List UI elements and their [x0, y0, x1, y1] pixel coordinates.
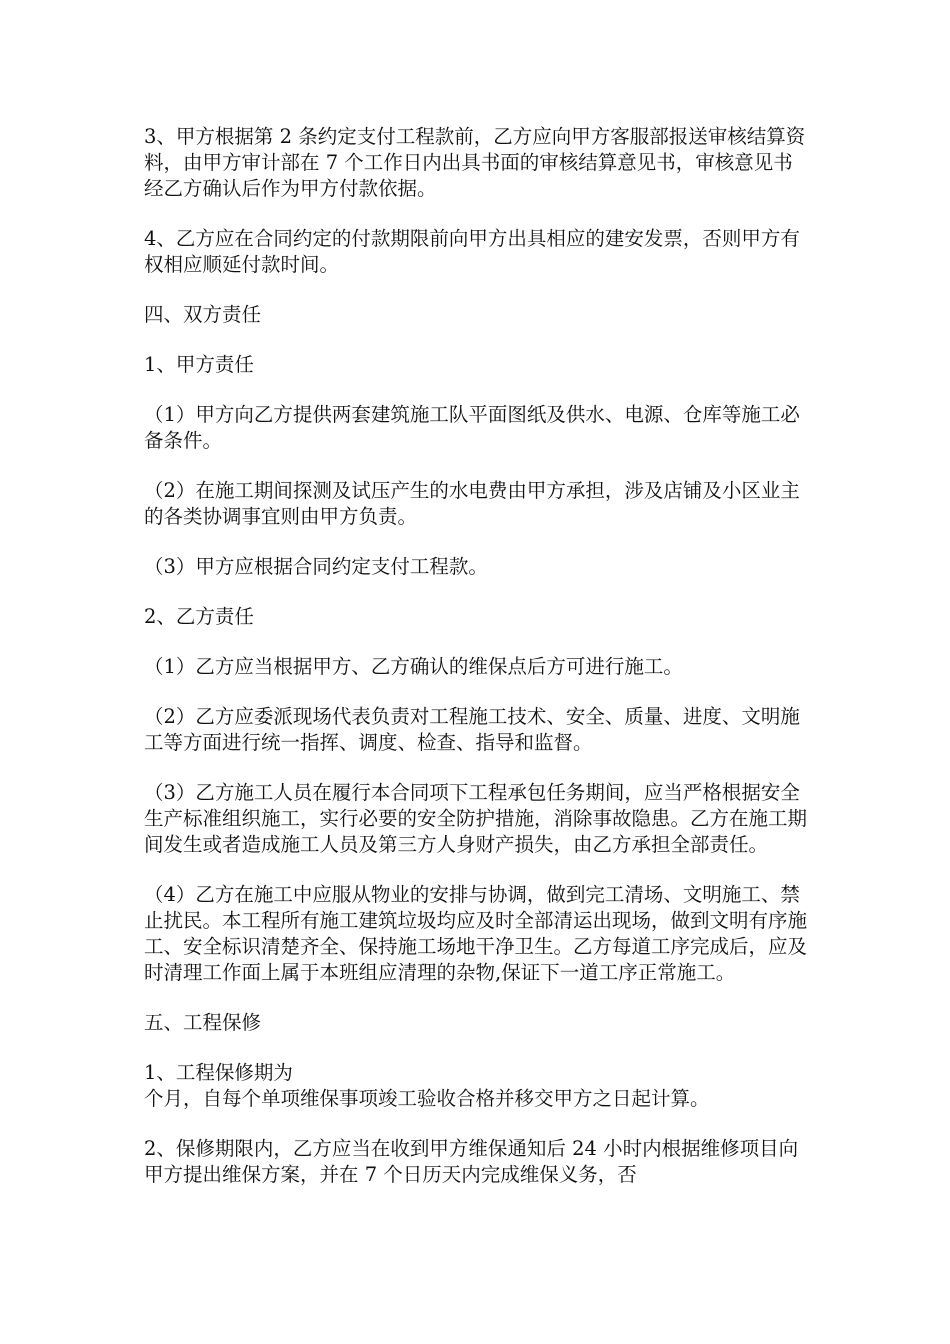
- paragraph-warranty-1: 1、工程保修期为 个月，自每个单项维保事项竣工验收合格并移交甲方之日起计算。: [144, 1061, 710, 1110]
- paragraph-party-b-4: （4）乙方在施工中应服从物业的安排与协调，做到完工清场、文明施工、禁止扰民。本工程所有施工建筑垃圾均应及时全部清运出现场，做到文明有序施工、安全标识清楚齐全、保持施工场地干净卫生。乙方每道工序完成后，应及时清理工作面上属于本班组应清理的杂物,保证下一道工序正常施工。: [144, 883, 808, 984]
- paragraph-party-b-2: （2）乙方应委派现场代表负责对工程施工技术、安全、质量、进度、文明施工等方面进行统一指挥、调度、检查、指导和监督。: [144, 705, 800, 754]
- paragraph-warranty-2: 2、保修期限内，乙方应当在收到甲方维保通知后 24 小时内根据维修项目向甲方提出维保方案，并在 7 个日历天内完成维保义务，否: [144, 1137, 799, 1186]
- subheading-party-b: 2、乙方责任: [144, 605, 254, 628]
- paragraph-party-b-1: （1）乙方应当根据甲方、乙方确认的维保点后方可进行施工。: [144, 655, 683, 678]
- section-heading-5: 五、工程保修: [144, 1011, 262, 1034]
- paragraph-clause-3: 3、甲方根据第 2 条约定支付工程款前，乙方应向甲方客服部报送审核结算资料，由甲方审计部在 7 个工作日内出具书面的审核结算意见书，审核意见书经乙方确认后作为甲方付款依据。: [144, 125, 806, 200]
- paragraph-party-a-1: （1）甲方向乙方提供两套建筑施工队平面图纸及供水、电源、仓库等施工必备条件。: [144, 403, 800, 452]
- paragraph-party-b-3: （3）乙方施工人员在履行本合同项下工程承包任务期间，应当严格根据安全生产标准组织施工，实行必要的安全防护措施，消除事故隐患。乙方在施工期间发生或者造成施工人员及第三方人身财产损失，由乙方承担全部责任。: [144, 781, 808, 856]
- document-body: [144, 124, 812, 1212]
- paragraph-party-a-2: （2）在施工期间探测及试压产生的水电费由甲方承担，涉及店铺及小区业主的各类协调事宜则由甲方负责。: [144, 479, 800, 528]
- section-heading-4: 四、双方责任: [144, 303, 262, 326]
- paragraph-clause-4: 4、乙方应在合同约定的付款期限前向甲方出具相应的建安发票，否则甲方有权相应顺延付款时间。: [144, 227, 800, 276]
- subheading-party-a: 1、甲方责任: [144, 353, 254, 376]
- paragraph-party-a-3: （3）甲方应根据合同约定支付工程款。: [144, 555, 488, 578]
